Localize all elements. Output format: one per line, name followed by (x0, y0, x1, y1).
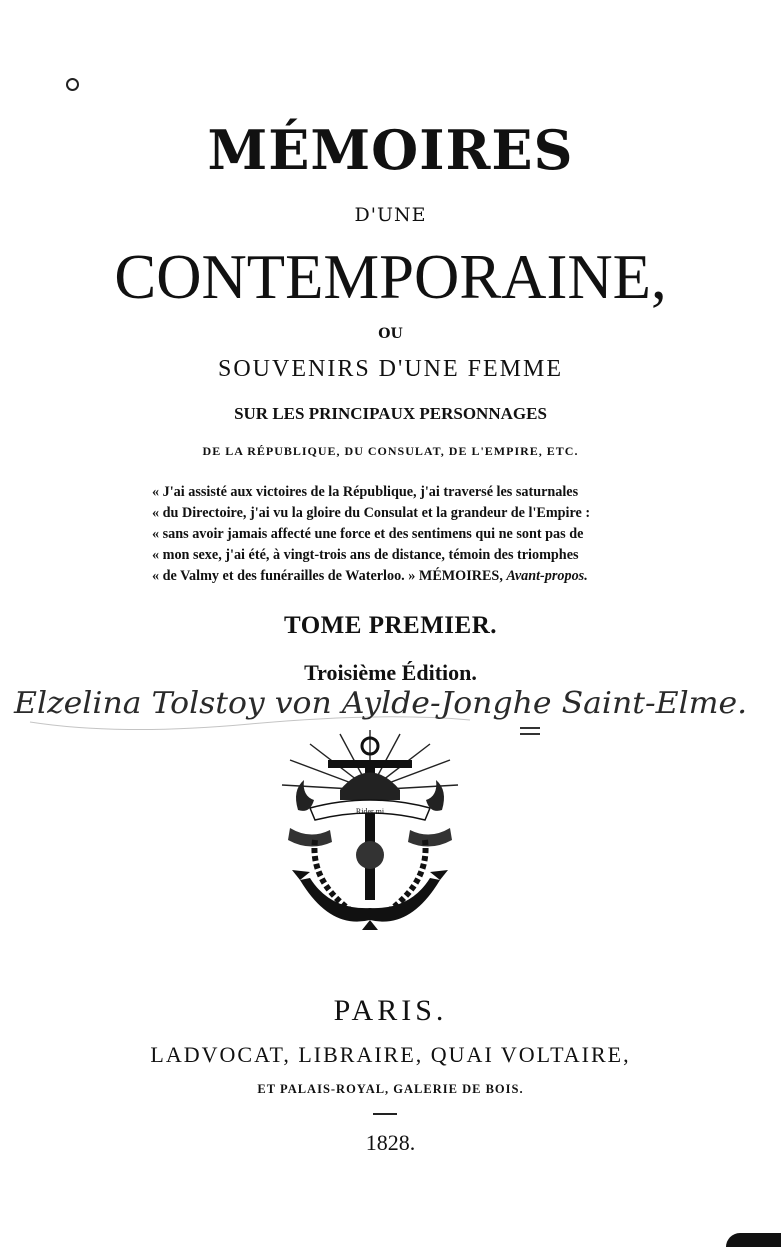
epigraph-source-section: Avant-propos. (506, 568, 588, 584)
title-or: OU (378, 326, 403, 342)
imprint-city: PARIS. (333, 994, 448, 1027)
divider-rule (373, 1113, 397, 1115)
subtitle: SOUVENIRS D'UNE FEMME (217, 356, 563, 382)
epigraph-source: MÉMOIRES, (418, 568, 503, 584)
epigraph-line: « J'ai assisté aux victoires de la République, j'ai traversé les saturnales (152, 484, 579, 500)
title-main: MÉMOIRES (207, 118, 574, 182)
title-subject: CONTEMPORAINE, (114, 241, 667, 312)
volume-label: TOME PREMIER. (284, 612, 497, 639)
ink-mark (66, 78, 79, 91)
edition-label: Troisième Édition. (304, 660, 477, 685)
imprint-publisher: LADVOCAT, LIBRAIRE, QUAI VOLTAIRE, (150, 1042, 631, 1067)
scan-corner-shadow (726, 1233, 781, 1247)
epigraph (152, 482, 622, 587)
anchor-emblem (270, 730, 470, 930)
handwritten-note: Elzelina Tolstoy von Aylde-Jonghe Saint-Elme. (14, 686, 748, 721)
emblem-motto: Rider mi (355, 807, 385, 816)
epigraph-line: « mon sexe, j'ai été, à vingt-trois ans de distance, témoin des triomphes (152, 547, 579, 563)
subtitle-line-3: DE LA RÉPUBLIQUE, DU CONSULAT, DE L'EMPIRE, ETC. (202, 444, 579, 458)
imprint-address: ET PALAIS-ROYAL, GALERIE DE BOIS. (257, 1082, 524, 1096)
imprint-year: 1828. (365, 1130, 416, 1155)
subtitle-line-2: SUR LES PRINCIPAUX PERSONNAGES (234, 404, 547, 423)
title-of: D'UNE (354, 204, 427, 226)
epigraph-line: « du Directoire, j'ai vu la gloire du Consulat et la grandeur de l'Empire : (152, 505, 591, 521)
epigraph-last-text: « de Valmy et des funérailles de Waterloo. » (152, 568, 419, 584)
epigraph-last-line (152, 566, 622, 587)
epigraph-line: « sans avoir jamais affecté une force et des sentimens qui ne sont pas de (152, 526, 584, 542)
